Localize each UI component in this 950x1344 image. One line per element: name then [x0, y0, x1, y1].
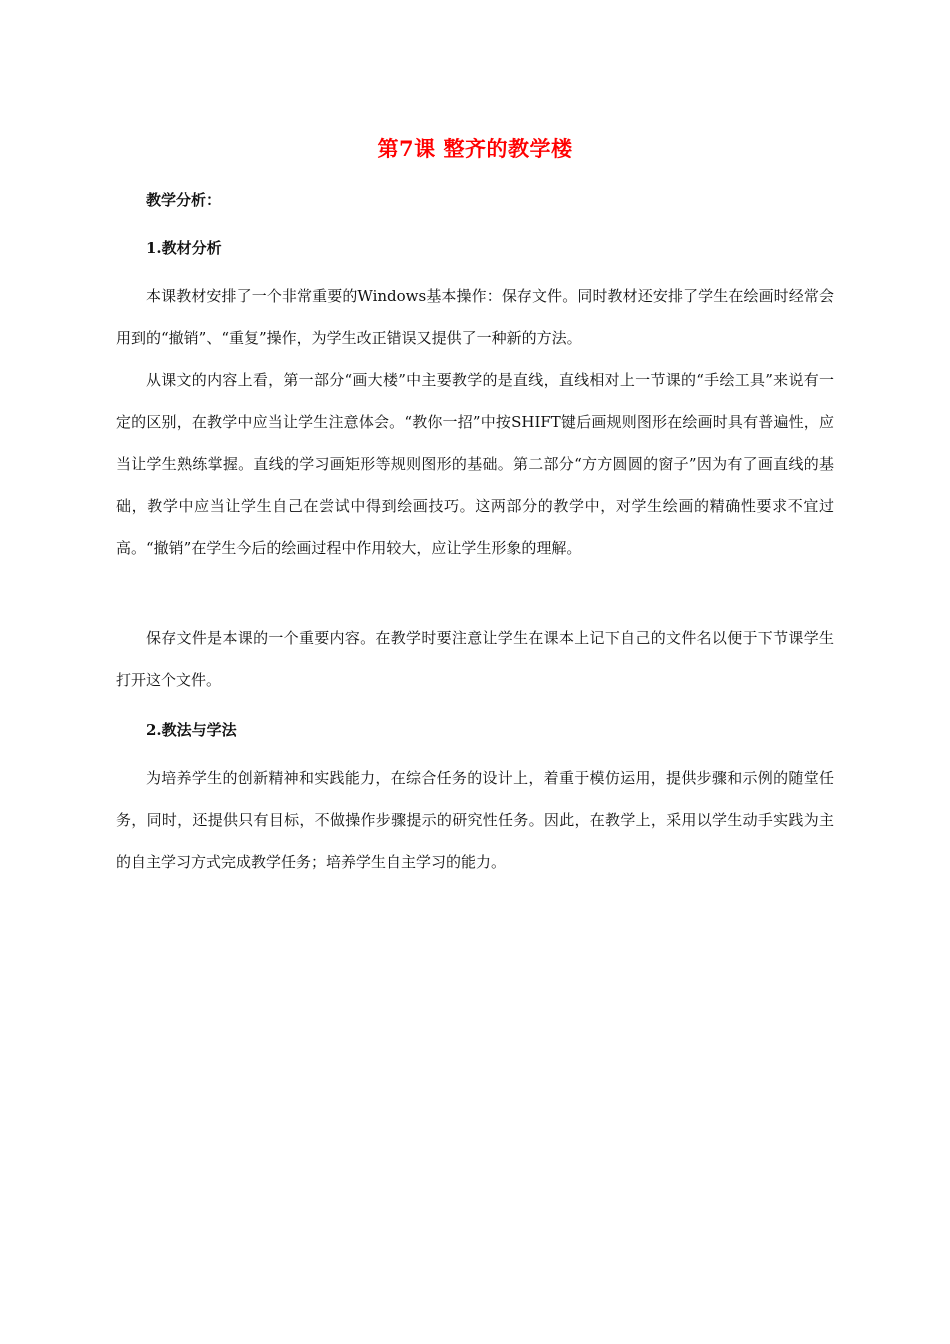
section-heading-analysis: 教学分析： — [146, 191, 222, 209]
subsection-heading-materials: 1.教材分析 — [146, 239, 222, 257]
paragraph-4: 为培养学生的创新精神和实践能力，在综合任务的设计上，着重于模仿运用，提供步骤和示例的随堂任务，同时，还提供只有目标，不做操作步骤提示的研究性任务。因此，在教学上，采用以学生动手实践为主的自主学习方式完成教学任务；培养学生自主学习的能力。 — [116, 769, 834, 871]
paragraph-3: 保存文件是本课的一个重要内容。在教学时要注意让学生在课本上记下自己的文件名以便于下节课学生打开这个文件。 — [116, 629, 834, 689]
page-title: 第7课 整齐的教学楼 — [377, 136, 573, 161]
paragraph-1: 本课教材安排了一个非常重要的Windows基本操作：保存文件。同时教材还安排了学生在绘画时经常会用到的“撤销”、“重复”操作，为学生改正错误又提供了一种新的方法。 — [116, 287, 834, 347]
paragraph-2: 从课文的内容上看，第一部分“画大楼”中主要教学的是直线，直线相对上一节课的“手绘工具”来说有一定的区别，在教学中应当让学生注意体会。“教你一招”中按SHIFT键后画规则图形在绘画时具有普遍性，应当让学生熟练掌握。直线的学习画矩形等规则图形的基础。第二部分“方方圆圆的窗子”因为有了画直线的基础，教学中应当让学生自己在尝试中得到绘画技巧。这两部分的教学中，对学生绘画的精确性要求不宜过高。“撤销”在学生今后的绘画过程中作用较大，应让学生形象的理解。 — [116, 371, 834, 557]
subsection-heading-methods: 2.教法与学法 — [146, 721, 237, 739]
